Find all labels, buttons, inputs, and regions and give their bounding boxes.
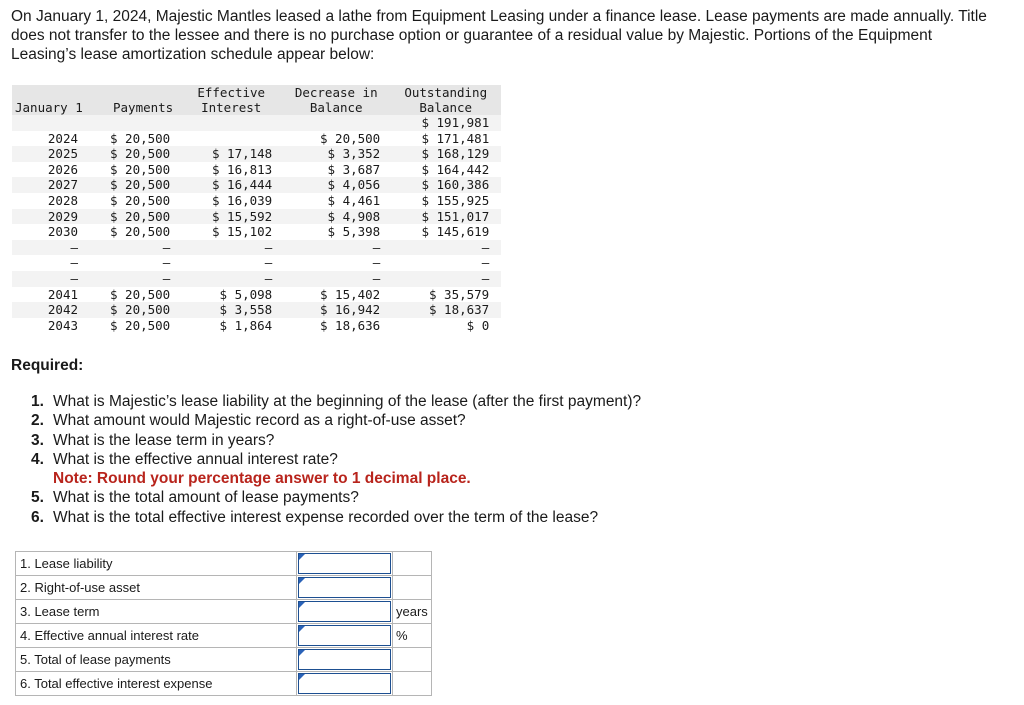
cell-year: 2025 [47, 146, 78, 162]
input-flag-icon [299, 626, 305, 632]
answer-row [16, 624, 432, 648]
cell-year: – [70, 239, 78, 255]
cell-balance: $ 18,637 [429, 302, 490, 318]
cell-interest: $ 17,148 [212, 146, 273, 162]
answer-label: 1. Lease liability [16, 552, 297, 576]
answer-unit [393, 648, 432, 672]
cell-interest: – [264, 255, 273, 271]
cell-balance: – [481, 239, 490, 255]
answer-input-box [298, 649, 391, 670]
cell-year: – [70, 270, 78, 286]
answer-input-cell [297, 624, 393, 648]
question-item [31, 392, 641, 411]
answer-input-box [298, 553, 391, 574]
answer-input[interactable] [299, 626, 390, 645]
cell-interest: $ 16,039 [212, 192, 273, 208]
table-row [12, 146, 501, 162]
question-list [31, 392, 641, 527]
cell-decrease: $ 20,500 [320, 130, 381, 146]
cell-interest: $ 1,864 [219, 317, 273, 333]
cell-payment: $ 20,500 [110, 192, 171, 208]
initial-balance-row [12, 115, 501, 131]
question-item [31, 508, 641, 527]
cell-balance: – [481, 270, 490, 286]
cell-year: 2027 [47, 177, 78, 193]
question-item [31, 431, 641, 450]
cell-balance: $ 151,017 [421, 208, 490, 224]
cell-decrease: $ 4,908 [327, 208, 381, 224]
cell-payment: – [162, 255, 171, 271]
cell-interest: $ 15,592 [212, 208, 273, 224]
input-flag-icon [299, 674, 305, 680]
answer-unit [393, 576, 432, 600]
answer-label: 5. Total of lease payments [16, 648, 297, 672]
cell-decrease: $ 4,056 [327, 177, 381, 193]
question-text: What is the total effective interest expense recorded over the term of the lease? [53, 508, 599, 526]
cell-balance: $ 155,925 [421, 192, 490, 208]
cell-interest: $ 5,098 [219, 286, 273, 302]
input-flag-icon [299, 554, 305, 560]
cell-interest: – [264, 270, 273, 286]
cell-year: 2042 [47, 302, 78, 318]
cell-decrease: $ 15,402 [320, 286, 381, 302]
answer-row [16, 672, 432, 696]
answer-input[interactable] [299, 674, 390, 693]
table-row [12, 318, 501, 334]
cell-interest: $ 16,444 [212, 177, 273, 193]
table-row [12, 193, 501, 209]
question-item [31, 450, 641, 469]
cell-payment: $ 20,500 [110, 224, 171, 240]
question-number: 2. [31, 412, 44, 430]
table-row [12, 224, 501, 240]
table-row [12, 240, 501, 256]
table-row [12, 209, 501, 225]
cell-year: 2041 [47, 286, 78, 302]
answer-input-box [298, 577, 391, 598]
question-number: 1. [31, 393, 44, 410]
cell-year: – [70, 255, 78, 271]
cell-payment: $ 20,500 [110, 317, 171, 333]
cell-year: 2028 [47, 192, 78, 208]
required-heading: Required: [11, 357, 84, 374]
answer-input-box [298, 673, 391, 694]
answer-row [16, 600, 432, 624]
answer-input[interactable] [299, 578, 390, 597]
answer-row [16, 552, 432, 576]
schedule-body [12, 115, 501, 333]
question-text: What is the effective annual interest rate? [53, 450, 338, 468]
cell-decrease: $ 16,942 [320, 302, 381, 318]
cell-payment: $ 20,500 [110, 302, 171, 318]
answer-unit: % [393, 624, 432, 648]
cell-balance: $ 35,579 [429, 286, 490, 302]
amortization-schedule [12, 85, 501, 333]
answer-label: 3. Lease term [16, 600, 297, 624]
input-flag-icon [299, 650, 305, 656]
answer-input[interactable] [299, 650, 390, 669]
cell-payment: $ 20,500 [110, 208, 171, 224]
cell-year: 2029 [47, 208, 78, 224]
answer-label: 2. Right-of-use asset [16, 576, 297, 600]
cell-payment: $ 20,500 [110, 286, 171, 302]
question-number: 3. [31, 431, 44, 449]
problem-intro: On January 1, 2024, Majestic Mantles leased a lathe from Equipment Leasing under a finance lease. Lease payments are made annually. Title does not transfer to the lessee and there is no purchase option or guarantee of a residual value by Majestic. Portions of the Equipment Leasing’s lease amortization schedule appear below: [11, 8, 987, 63]
cell-payment: $ 20,500 [110, 130, 171, 146]
cell-decrease: – [372, 239, 381, 255]
cell-payment: – [162, 239, 171, 255]
question-number: 5. [31, 489, 44, 507]
table-row [12, 287, 501, 303]
answer-label: 4. Effective annual interest rate [16, 624, 297, 648]
answer-input-cell [297, 576, 393, 600]
cell-balance: $ 168,129 [421, 146, 490, 162]
answer-input-box [298, 601, 391, 622]
answer-input-cell [297, 648, 393, 672]
input-flag-icon [299, 578, 305, 584]
answer-unit [393, 672, 432, 696]
cell-decrease: $ 18,636 [320, 317, 381, 333]
answer-input-cell [297, 552, 393, 576]
table-row [12, 302, 501, 318]
cell-decrease: – [372, 255, 381, 271]
cell-decrease: $ 3,352 [327, 146, 381, 162]
cell-year: 2030 [47, 224, 78, 240]
table-row [12, 271, 501, 287]
cell-interest: $ 3,558 [219, 302, 273, 318]
cell-decrease: – [372, 270, 381, 286]
table-row [12, 177, 501, 193]
answer-row [16, 648, 432, 672]
question-text: What is the total amount of lease payments? [53, 489, 359, 507]
cell-year: 2043 [47, 317, 78, 333]
cell-year: 2026 [47, 161, 78, 177]
question-item [31, 411, 641, 430]
answer-input-box [298, 625, 391, 646]
cell-balance: $ 164,442 [421, 161, 490, 177]
header-year: January 1 [15, 100, 83, 115]
cell-balance: $ 171,481 [421, 130, 490, 146]
cell-payment: – [162, 270, 171, 286]
answer-unit: years [393, 600, 432, 624]
cell-year: 2024 [47, 130, 78, 146]
question-text: What is Majestic’s lease liability at the beginning of the lease (after the first payment)? [53, 393, 642, 410]
cell-decrease: $ 3,687 [327, 161, 381, 177]
answer-input-cell [297, 672, 393, 696]
initial-balance: $ 191,981 [421, 115, 490, 130]
header-decrease: Decrease in Balance [294, 85, 378, 115]
cell-payment: $ 20,500 [110, 161, 171, 177]
question-number: 6. [31, 508, 44, 526]
answer-input[interactable] [299, 602, 390, 621]
input-flag-icon [299, 602, 305, 608]
cell-interest: $ 16,813 [212, 161, 273, 177]
answer-label: 6. Total effective interest expense [16, 672, 297, 696]
rounding-note: Note: Round your percentage answer to 1 decimal place. [53, 470, 471, 488]
header-balance: Outstanding Balance [404, 85, 488, 115]
cell-decrease: $ 5,398 [327, 224, 381, 240]
header-payments: Payments [113, 100, 174, 115]
cell-interest [180, 131, 282, 147]
cell-balance: $ 0 [466, 317, 490, 333]
answer-table [15, 551, 432, 696]
cell-balance: $ 160,386 [421, 177, 490, 193]
table-row [12, 162, 501, 178]
cell-payment: $ 20,500 [110, 177, 171, 193]
question-item [31, 488, 641, 507]
answer-unit [393, 552, 432, 576]
answer-row [16, 576, 432, 600]
question-text: What is the lease term in years? [53, 431, 275, 449]
table-row [12, 131, 501, 147]
table-row [12, 255, 501, 271]
question-number: 4. [31, 450, 44, 468]
cell-interest: $ 15,102 [212, 224, 273, 240]
cell-decrease: $ 4,461 [327, 192, 381, 208]
answer-input[interactable] [299, 554, 390, 573]
cell-balance: – [481, 255, 490, 271]
cell-interest: – [264, 239, 273, 255]
question-text: What amount would Majestic record as a right-of-use asset? [53, 412, 466, 430]
schedule-header-row [12, 85, 501, 115]
cell-balance: $ 145,619 [421, 224, 490, 240]
answer-input-cell [297, 600, 393, 624]
header-interest: Effective Interest [197, 85, 266, 115]
cell-payment: $ 20,500 [110, 146, 171, 162]
